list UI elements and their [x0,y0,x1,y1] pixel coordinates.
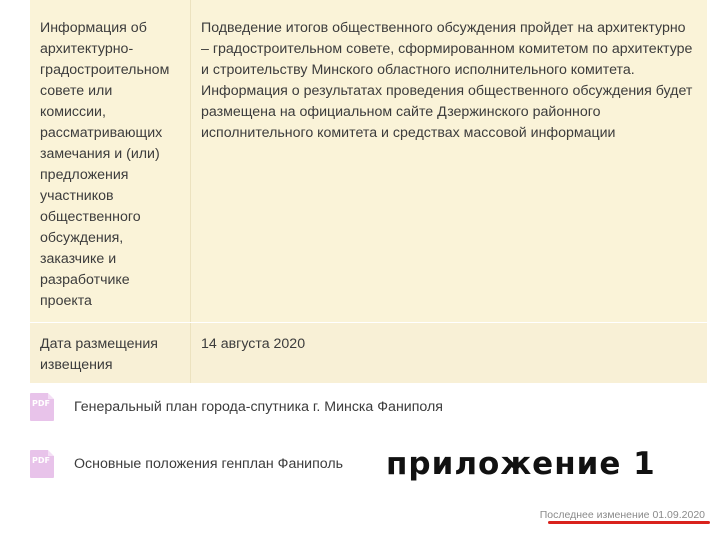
pdf-icon-label: PDF [32,399,50,408]
pdf-icon-label: PDF [32,456,50,465]
file-link-genplan[interactable]: Генеральный план города-спутника г. Минска Фаниполя [74,399,443,415]
table-row [30,323,707,383]
row-label: Дата размещения извещения [30,323,191,383]
row-value-line: Информация о результатах проведения общественного обсуждения будет размещена на официальном сайте Дзержинского районного исполнительного комитета и средствах массовой информации [201,83,693,141]
file-item[interactable] [30,392,443,422]
file-list [30,392,443,506]
row-value [191,0,707,322]
row-value-line: 14 августа 2020 [201,336,306,352]
row-value [191,323,707,383]
row-label: Информация об архитектурно-градостроительном совете или комиссии, рассматривающих замечания и (или) предложения участников общественного обсуждения, заказчике и разработчике проекта [30,0,191,322]
row-value-line: Подведение итогов общественного обсуждения пройдет на архитектурно – градостроительном совете, сформированном комитетом по архитектуре и строительству Минского областного исполнительного комитета. [201,20,693,78]
last-modified-text: Последнее изменение 01.09.2020 [539,509,705,521]
table-row [30,0,707,322]
file-item[interactable] [30,449,443,479]
annotation-text: приложение 1 [386,446,656,482]
pdf-icon[interactable] [30,450,54,478]
red-underline-mark [548,521,710,524]
file-link-main-provisions[interactable]: Основные положения генплан Фаниполь [74,456,344,472]
pdf-icon[interactable] [30,393,54,421]
info-table [30,0,707,383]
